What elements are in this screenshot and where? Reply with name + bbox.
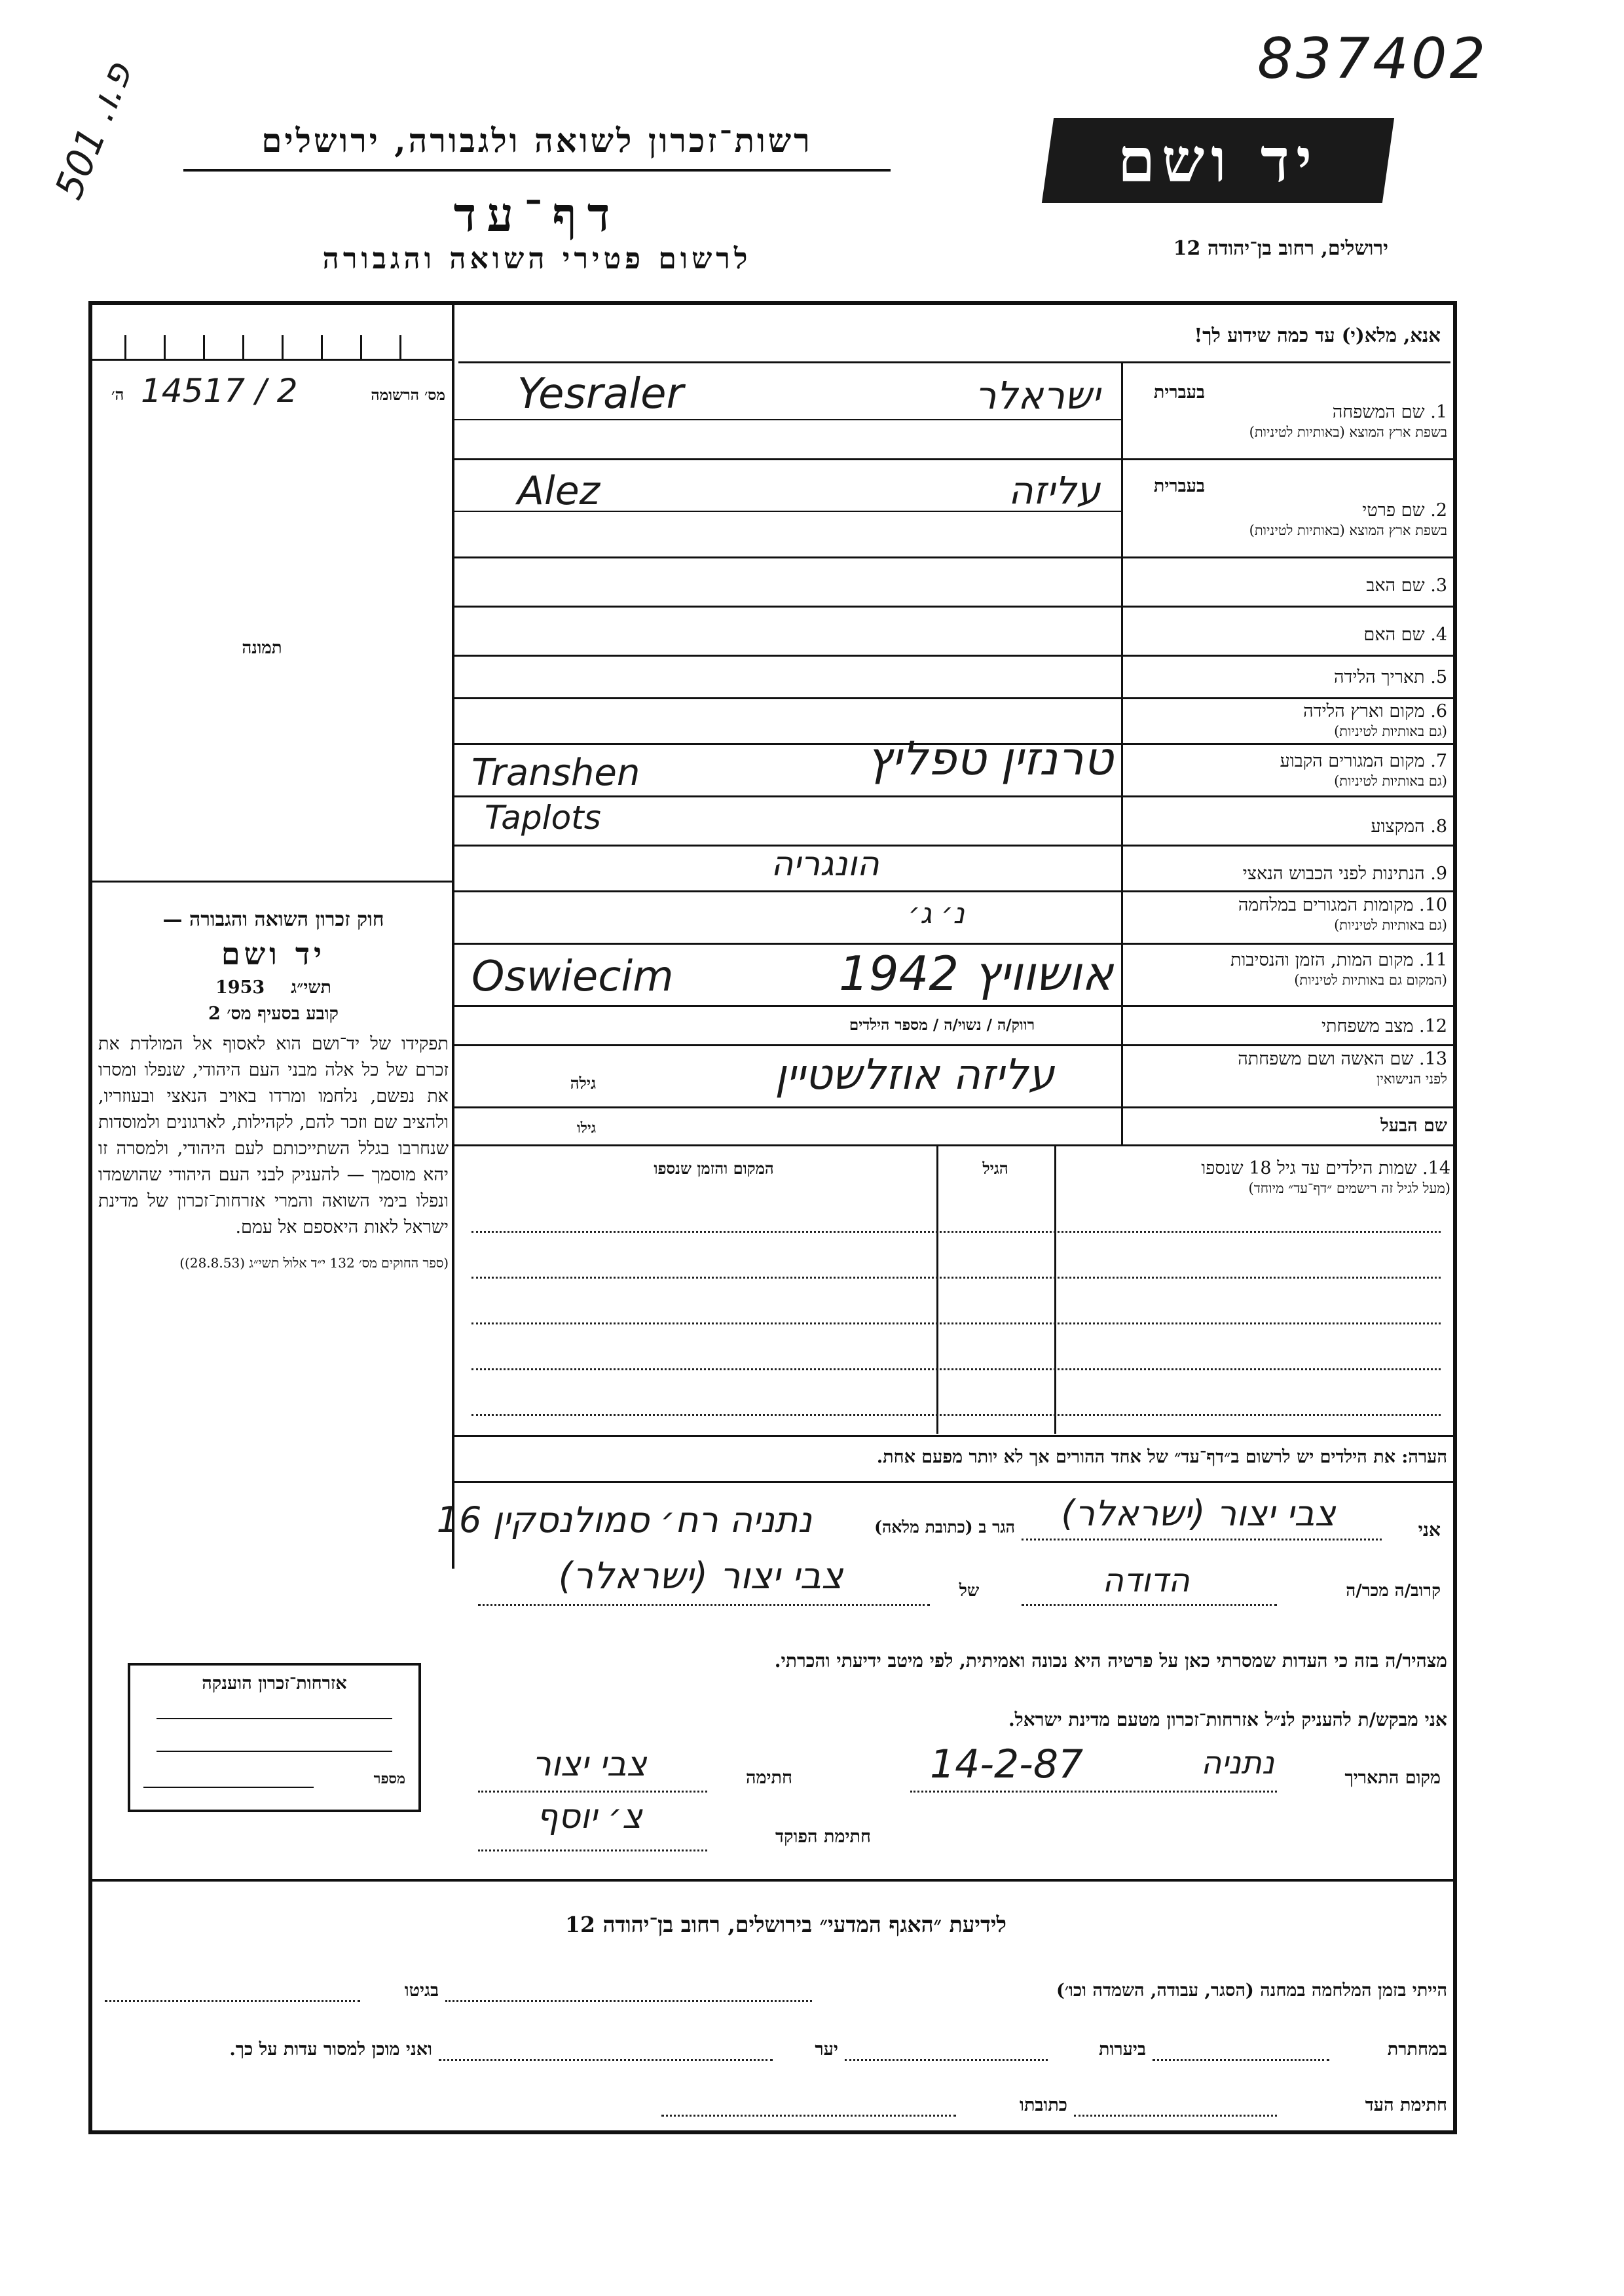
children-row-line-4 [471,1368,1441,1370]
death-value-hebrew: אושוויץ 1942 [838,946,1113,1001]
father-label: 3. שם האב [1366,575,1447,596]
law-year: 1953 [215,977,265,998]
given-sub: בשפת ארץ המוצא (באותיות לטיניות) [1249,522,1447,538]
surname-value-latin: Yesraler [517,370,684,418]
declaration-of-label: של [959,1581,980,1601]
children-row-line-3 [471,1322,1441,1324]
birth-place-label-text: 6. מקום וארץ הלידה [1303,701,1447,721]
frame-right [1453,301,1457,2134]
law-body: תפקידו של יד־ושם הוא לאסוף אל המולדת את זכרם של כל אלה מבני העם היהודי, שנפלו ומסרו את נפשם, נלחמו ומרדו באויב הנאצי ובעוזריו, ולהציב שם וזכר להם, לקהילות, לארגונים ולמוסדות שנחרבו בגלל השתייכותם לעם היהודי, ולמסרה זו יהא מוסמך — להעניק לבני העם היהודי שהושמדו ונפלו בימי השואה והמרי אזרחות־זכרון של מדינת ישראל לאות היאספם אל עמם. [98,1034,449,1237]
children-col-age-left [936,1146,938,1434]
declaration-address-value: נתניה רח׳ סמולנסקין 16 [436,1499,812,1540]
authority-name: רשות־זכרון לשואה ולגבורה, ירושלים [261,121,813,160]
footer-divider [92,1879,1453,1882]
residence-label [1126,752,1447,791]
footer-camp-label: הייתי בזמן המלחמה במחנה (הסגר, עבודה, השמדה וכו׳) [1056,1980,1447,2001]
official-label: חתימת הפוקד [775,1827,871,1847]
law-box [98,907,449,1476]
date-value: 14-2-87 [930,1741,1084,1787]
record-no-suffix: ה׳ [111,385,124,404]
wartime-places-label-text: 10. מקומות המגורים במלחמה [1238,895,1447,915]
margin-note: פ.ו. 501 [46,56,141,206]
family-status-label: 12. מצב משפחתי [1321,1016,1447,1036]
given-hebrew-tag: בעברית [1153,476,1205,496]
row-line-1 [454,458,1453,460]
given-value-latin: Alez [517,468,600,514]
residence-value-latin: Transhen [471,752,640,794]
children-row-line-2 [471,1277,1441,1279]
values-col-divider [1121,363,1123,1146]
form-title: דף־עד [453,187,621,242]
residence-label-text: 7. מקום המגורים הקבוע [1280,751,1447,771]
record-no-value: 14517 / 2 [141,372,298,410]
death-label-text: 11. מקום המות, הזמן והנסיבות [1230,950,1447,970]
declaration-i-value: צבי יצור (ישראלר) [1061,1493,1336,1534]
row-line-2 [454,556,1453,558]
footer-wood-line [439,2059,773,2061]
children-col-age-right [1054,1146,1056,1434]
declaration-of-value: צבי יצור (ישראלר) [558,1555,843,1597]
photo-label: תמונה [242,638,282,658]
row-line-4 [454,655,1453,657]
header-address: ירושלים, רחוב בן־יהודה 12 [1173,237,1388,260]
death-sub: (המקום גם באותיות לטיניות) [1294,972,1447,988]
row-line-11 [454,1005,1453,1007]
given-value-hebrew: עליזה [1008,468,1100,513]
footer-underground-line [1153,2059,1329,2061]
logo-text: יד ושם [1117,125,1319,196]
law-org: יד ושם [221,936,326,972]
certificate-title: אזרחות־זכרון הוענקה [202,1673,347,1694]
declaration-address-label: הגר ב (כתובת מלאה) [874,1518,1015,1537]
declaration-statement: מצהיר/ה בזה כי העדות שמסרתי כאן על פרטיה היא נכונה ואמיתית, לפי מיטב ידיעתי והכרתי. [774,1650,1447,1671]
husband-birth-label: גילו [577,1120,596,1137]
intro-underline [458,361,1450,363]
residence-value-hebrew: טרנזין טפליץ [866,732,1113,786]
row-line-8 [454,845,1453,847]
pre-war-value: הונגריה [771,845,879,884]
date-line [910,1791,1277,1793]
photo-bottom-line [92,881,452,883]
surname-label [1126,403,1447,442]
footer-address-line [661,2115,956,2117]
document-number: 837402 [1257,26,1488,92]
children-bottom-line [454,1435,1453,1437]
spouse-value: עליזה אוזלשטיין [775,1051,1054,1099]
profession-label: 8. המקצוע [1371,816,1447,837]
row-line-5 [454,697,1453,699]
certificate-number-label: מספר [373,1770,405,1787]
declaration-of-line [478,1604,930,1606]
footer-heading: לידיעת ״האגף המדעי״ בירושלים, רחוב בן־יהודה 12 [565,1912,1006,1937]
family-status-options: רווק/ה / נשוי/ה / מספר הילדים [849,1016,1035,1034]
record-no-label: מס׳ הרשומה [371,386,445,404]
law-source: (ספר החוקים מס׳ 132 י״ד אלול תשי״ג (28.8.53)) [179,1255,449,1271]
row-line-7 [454,795,1453,797]
law-heading: חוק זכרון השואה והגבורה — [162,908,384,931]
surname-sub: בשפת ארץ המוצא (באותיות לטיניות) [1249,424,1447,440]
given-label-text: 2. שם פרטי [1362,500,1447,520]
record-ticks [124,335,439,359]
children-row-line-5 [471,1414,1441,1416]
surname-mid-line [454,419,1121,420]
row-line-12 [454,1044,1453,1046]
children-note: הערה: את הילדים יש לרשום ב״דף־עד״ של אחד ההורים אך לא יותר מפעם אחת. [876,1447,1447,1467]
footer-forest-line [845,2059,1048,2061]
law-year-hebrew: תשי״ג [291,977,331,998]
declaration-relation-line [1022,1604,1277,1606]
death-label [1126,951,1447,990]
declaration-i-line [1022,1539,1382,1540]
certificate-box [128,1663,421,1812]
spouse-label [1126,1049,1447,1089]
authority-underline [183,169,891,172]
yad-vashem-logo [1042,118,1394,203]
declaration-relation-value: הדודה [1102,1561,1190,1599]
footer-address-label: כתובתו [1020,2095,1067,2115]
signature-value: צבי יצור [532,1745,647,1784]
row-line-13 [454,1106,1453,1108]
frame-bottom [88,2130,1457,2134]
surname-value-hebrew: ישראלר [974,373,1100,418]
footer-ghetto-line [105,2000,360,2002]
form-subtitle: לרשום פטירי השואה והגבורה [322,242,752,276]
surname-label-text: 1. שם המשפחה [1332,402,1447,422]
birth-place-sub: (גם באותיות לטיניות) [1334,723,1447,739]
signature-line [478,1791,707,1793]
left-col-divider [452,305,454,1569]
footer-forest-label: ביערות [1098,2039,1146,2060]
children-label [1064,1159,1450,1198]
children-place-header: המקום והזמן שנספו [654,1159,774,1178]
signature-label: חתימה [745,1768,792,1788]
children-sub: (מעל לגיל זה רישמים ״דף־עד״ מיוחד) [1248,1180,1450,1196]
note-underline [454,1481,1453,1483]
row-line-3 [454,606,1453,608]
law-clause: קובע בסעיף מס׳ 2 [208,1004,339,1024]
residence-value-latin-2: Taplots [485,799,601,837]
frame-top [88,301,1457,305]
residence-sub: (גם באותיות לטיניות) [1334,773,1447,789]
wartime-places-sub: (גם באותיות לטיניות) [1334,917,1447,933]
given-label [1126,501,1447,540]
declaration-request: אני מבקש/ת להעניק לנ״ל אזרחות־זכרון מטעם מדינת ישראל. [1008,1709,1447,1730]
official-line [478,1850,707,1851]
spouse-sub: לפני הנישואין [1376,1071,1447,1087]
wartime-places-label [1126,896,1447,935]
official-value: צ׳ יוסף [536,1797,642,1836]
footer-camp-line [445,2000,812,2002]
row-line-9 [454,890,1453,892]
row-line-14 [454,1144,1453,1146]
place-date-label: מקום התאריך [1344,1768,1441,1788]
spouse-label-text: 13. שם האשה ושם משפחתה [1238,1049,1447,1069]
birth-date-label: 5. תאריך הלידה [1334,667,1447,687]
wartime-places-value: נ׳ ג׳ [908,897,965,930]
death-value-latin: Oswiecim [471,953,674,1001]
children-age-header: הגיל [982,1159,1008,1178]
spouse-birth-label: גילה [570,1074,596,1093]
intro-text: אנא, מלא(י) עד כמה שידוע לך! [1194,324,1441,346]
frame-left [88,301,92,2134]
footer-underground-label: במחתרת [1387,2039,1447,2060]
surname-hebrew-tag: בעברית [1153,382,1205,403]
declaration-relative-label: קרוב/ה מכר/ה [1346,1581,1441,1601]
husband-label: שם הבעל [1380,1116,1447,1136]
birth-place-label [1126,702,1447,741]
mother-label: 4. שם האם [1363,625,1447,645]
record-tick-line [92,359,452,361]
place-value: נתניה [1200,1745,1275,1781]
declaration-i-label: אני [1418,1519,1441,1540]
footer-ghetto-label: בגיטו [404,1980,439,2001]
footer-testimony-label: ואני מוכן למסור עדות על כך. [229,2039,432,2060]
footer-witness-sig-label: חתימת העד [1365,2095,1447,2115]
footer-wood-label: יער [815,2039,838,2060]
row-line-10 [454,943,1453,945]
children-label-text: 14. שמות הילדים עד גיל 18 שנספו [1201,1158,1450,1178]
footer-witness-sig-line [1074,2115,1277,2117]
children-row-line-1 [471,1231,1441,1233]
pre-war-label: 9. הנתינות לפני הכבוש הנאצי [1242,864,1447,884]
